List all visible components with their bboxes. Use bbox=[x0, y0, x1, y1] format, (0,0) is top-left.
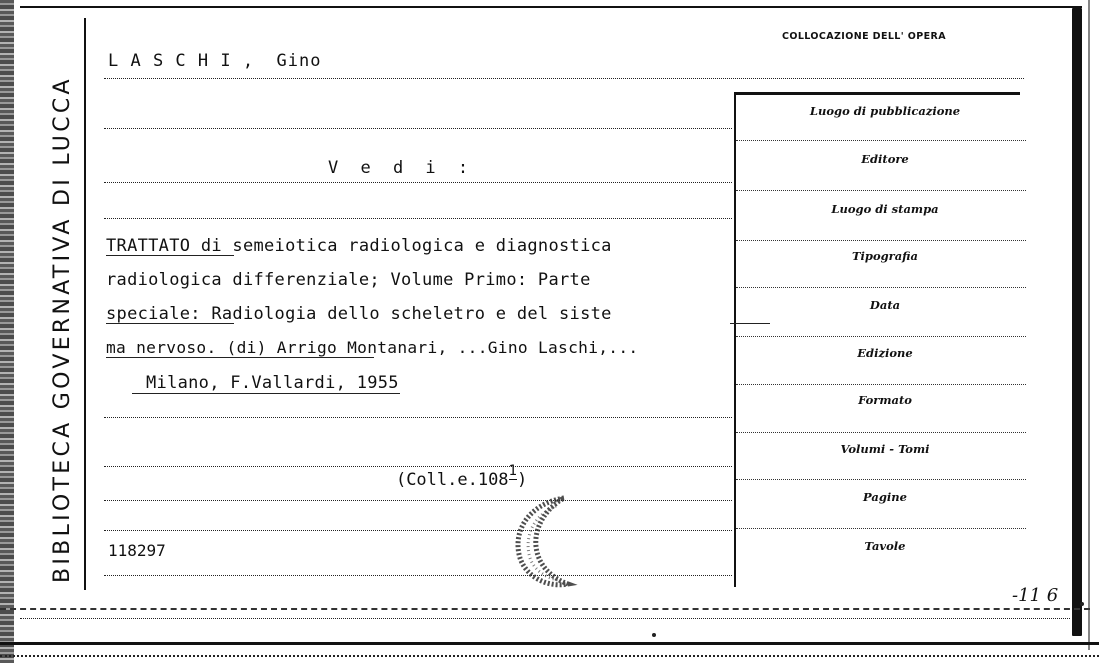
bottom-dotted-line bbox=[0, 655, 1099, 657]
collocation-suffix: ) bbox=[516, 470, 528, 490]
ink-speck bbox=[1080, 602, 1084, 606]
field-tipografia: Tipografia bbox=[851, 249, 918, 263]
writing-rule bbox=[104, 417, 732, 418]
form-rule bbox=[736, 287, 1026, 288]
ink-speck bbox=[652, 633, 656, 637]
writing-rule bbox=[104, 575, 732, 576]
title-line-2: radiologica differenziale; Volume Primo: Parte bbox=[106, 270, 591, 290]
imprint-underline bbox=[132, 393, 400, 394]
library-stamp-icon bbox=[506, 492, 586, 592]
field-data: Data bbox=[869, 298, 901, 312]
inventory-number: 118297 bbox=[108, 541, 166, 560]
form-panel-left bbox=[734, 92, 736, 587]
writing-rule bbox=[104, 78, 1024, 79]
right-edge-shadow bbox=[1088, 0, 1090, 650]
title-line-3: speciale: Radiologia dello scheletro e del siste bbox=[106, 304, 612, 324]
title-underline bbox=[106, 255, 234, 256]
left-border-line bbox=[84, 18, 86, 590]
form-panel-top bbox=[734, 92, 1020, 95]
field-pagine: Pagine bbox=[863, 490, 907, 504]
collocazione-label: COLLOCAZIONE DELL' OPERA bbox=[782, 31, 946, 42]
collocation-superscript: 1 bbox=[508, 463, 517, 479]
title-underline bbox=[730, 323, 770, 324]
collocation-mark bbox=[355, 450, 527, 510]
form-rule bbox=[736, 528, 1026, 529]
form-rule bbox=[736, 336, 1026, 337]
field-luogo-pubblicazione: Luogo di pubblicazione bbox=[809, 104, 961, 118]
form-rule bbox=[736, 240, 1026, 241]
writing-rule bbox=[20, 618, 1070, 619]
form-rule bbox=[736, 479, 1026, 480]
form-rule bbox=[736, 432, 1026, 433]
handwritten-note: -11 6 bbox=[1012, 585, 1059, 606]
library-name: BIBLIOTECA GOVERNATIVA DI LUCCA bbox=[50, 76, 75, 583]
writing-rule bbox=[104, 182, 732, 183]
field-edizione: Edizione bbox=[857, 346, 913, 360]
right-border-line bbox=[1072, 8, 1082, 636]
field-editore: Editore bbox=[861, 152, 909, 166]
imprint: Milano, F.Vallardi, 1955 bbox=[146, 373, 399, 393]
bottom-dashed-line bbox=[0, 608, 1090, 610]
vedi-reference: V e d i : bbox=[328, 158, 475, 178]
field-tavole: Tavole bbox=[864, 539, 906, 553]
author-heading: L A S C H I , Gino bbox=[108, 51, 322, 71]
writing-rule bbox=[104, 530, 732, 531]
writing-rule bbox=[104, 218, 732, 219]
bottom-border-line bbox=[0, 642, 1099, 645]
field-volumi-tomi: Volumi - Tomi bbox=[840, 442, 930, 456]
form-rule bbox=[736, 190, 1026, 191]
title-underline bbox=[106, 323, 234, 324]
title-underline bbox=[106, 357, 374, 358]
writing-rule bbox=[104, 128, 732, 129]
top-border-line bbox=[20, 6, 1082, 8]
title-line-4: ma nervoso. (di) Arrigo Montanari, ...Gino Laschi,... bbox=[106, 338, 639, 357]
card-left-edge bbox=[0, 0, 14, 663]
field-formato: Formato bbox=[858, 393, 912, 407]
field-luogo-stampa: Luogo di stampa bbox=[831, 202, 939, 216]
form-rule bbox=[736, 140, 1026, 141]
collocation-prefix: (Coll.e.108 bbox=[395, 470, 509, 490]
form-rule bbox=[736, 384, 1026, 385]
title-line-1: TRATTATO di semeiotica radiologica e diagnostica bbox=[106, 236, 612, 256]
